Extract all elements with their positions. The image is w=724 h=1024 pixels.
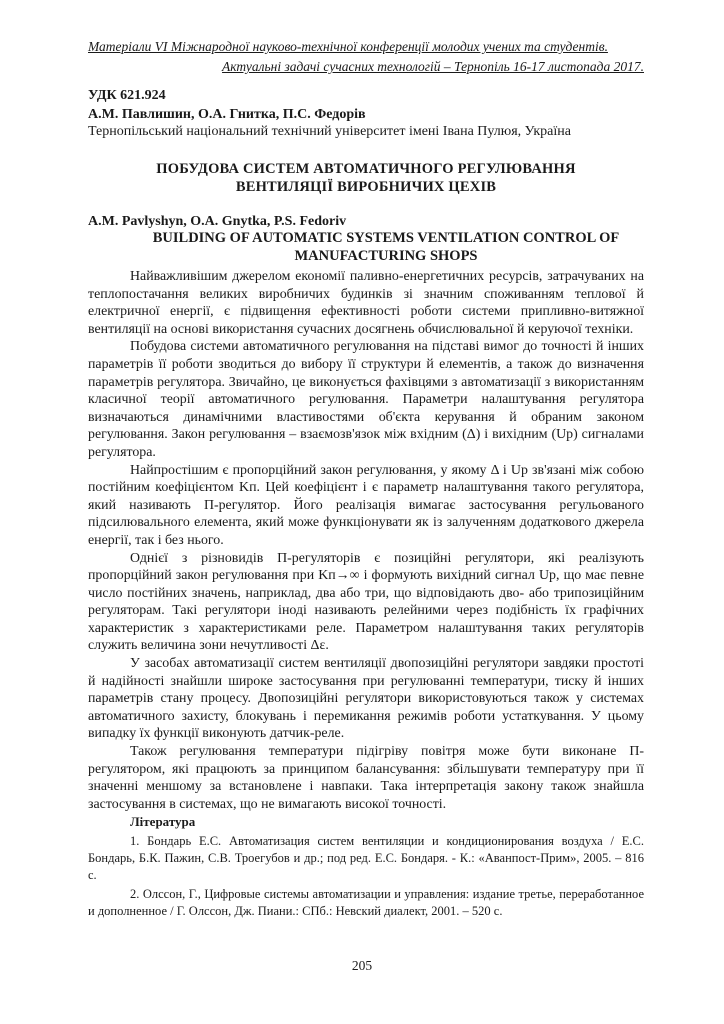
- title-ua-text: ПОБУДОВА СИСТЕМ АВТОМАТИЧНОГО РЕГУЛЮВАННЯ ВЕНТИЛЯЦІЇ ВИРОБНИЧИХ ЦЕХІВ: [156, 161, 576, 195]
- title-ua: [88, 160, 644, 196]
- conference-header-line2: Актуальні задачі сучасних технологій – Тернопіль 16-17 листопада 2017.: [222, 59, 644, 74]
- udk-code: УДК 621.924: [88, 88, 166, 103]
- paragraph: Найпростішим є пропорційний закон регулювання, у якому Δ і Uр зв'язані між собою постійним коефіцієнтом Kп. Цей коефіцієнт і є параметр налаштування такого регулятора, який називають П-регулятор. Його реалізація вимагає застосування регульованого підсилювального елемента, який може функціонувати як із залученням додаткового джерела енергії, так і без нього.: [88, 462, 644, 548]
- paragraph: У засобах автоматизації систем вентиляції двопозиційні регулятори завдяки простоті й надійності знайшли широке застосування при регулюванні температури, тиску й інших параметрів стану процесу. Двопозиційні регулятори використовуються також у системах автоматичного захисту, блокувань і перемикання режимів роботи устаткування. У цьому випадку їх функції виконують датчик-реле.: [88, 656, 644, 742]
- paragraph: Також регулювання температури підігріву повітря може бути виконане П-регулятором, які працюють за принципом балансування: збільшувати температуру при її значенні меншому за встановлене і навпаки. Така інтерпретація закону також знайшла застосування в системах, що не вимагають високої точності.: [88, 744, 644, 812]
- affiliation: Тернопільський національний технічний університет імені Івана Пулюя, Україна: [88, 124, 571, 139]
- paragraph: Побудова системи автоматичного регулювання на підставі вимог до точності й інших параметрів її роботи зводиться до вибору її структури й елементів, а також до визначення параметрів регулятора. Звичайно, це виконується фахівцями з автоматизації з використанням класичної теорії автоматичного регулювання. Параметри налаштування регулятора визначаються динамічними властивостями об'єкта керування й обраним законом регулювання. Закон регулювання – взаємозв'язок між вхідним (Δ) і вихідним (Uр) сигналами регулятора.: [88, 339, 644, 460]
- article-body: [88, 268, 644, 920]
- reference-item: 2. Олссон, Г., Цифровые системы автоматизации и управления: издание третье, переработанное и дополненное / Г. Олссон, Дж. Пиани.: СПб.: Невский диалект, 2001. – 520 с.: [88, 887, 644, 918]
- authors-en: A.M. Pavlyshyn, O.A. Gnytka, P.S. Fedoriv: [88, 214, 347, 229]
- authors-ua: А.М. Павлишин, О.А. Гнитка, П.С. Федорів: [88, 107, 366, 122]
- title-en: [88, 229, 644, 265]
- conference-header-line1: Матеріали VI Міжнародної науково-технічної конференції молодих учених та студентів.: [88, 39, 608, 54]
- paragraph: Однієї з різновидів П-регуляторів є позиційні регулятори, які реалізують пропорційний закон регулювання при Kп→∞ і формують вихідний сигнал Uр, що має певне число постійних значень, наприклад, два або три, що відповідають дво- або трипозиційним регуляторам. Такі регулятори іноді називають релейними через подібність їх графічних характеристик з характеристиками реле. Параметром налаштування таких регуляторів служить величина зони нечутливості Δε.: [88, 550, 644, 654]
- page-number: 205: [351, 958, 373, 973]
- literature-heading: Література: [130, 814, 196, 830]
- reference-item: 1. Бондарь Е.С. Автоматизация систем вентиляции и кондиционирования воздуха / Е.С. Бондарь, Б.К. Пажин, С.В. Троегубов и др.; под ред. Е.С. Бондаря. - К.: «Аванпост-Прим», 2005. – 816 с.: [88, 834, 644, 882]
- title-en-text: BUILDING OF AUTOMATIC SYSTEMS VENTILATION CONTROL OF MANUFACTURING SHOPS: [152, 230, 620, 264]
- paragraph: Найважливішим джерелом економії паливно-енергетичних ресурсів, затрачуваних на теплопостачання великих виробничих будинків зі значним споживанням теплової й електричної енергії, є підвищення ефективності роботи системи припливно-витяжної вентиляції на основі використання сучасних досягнень обчислювальної й керуючої техніки.: [88, 269, 644, 337]
